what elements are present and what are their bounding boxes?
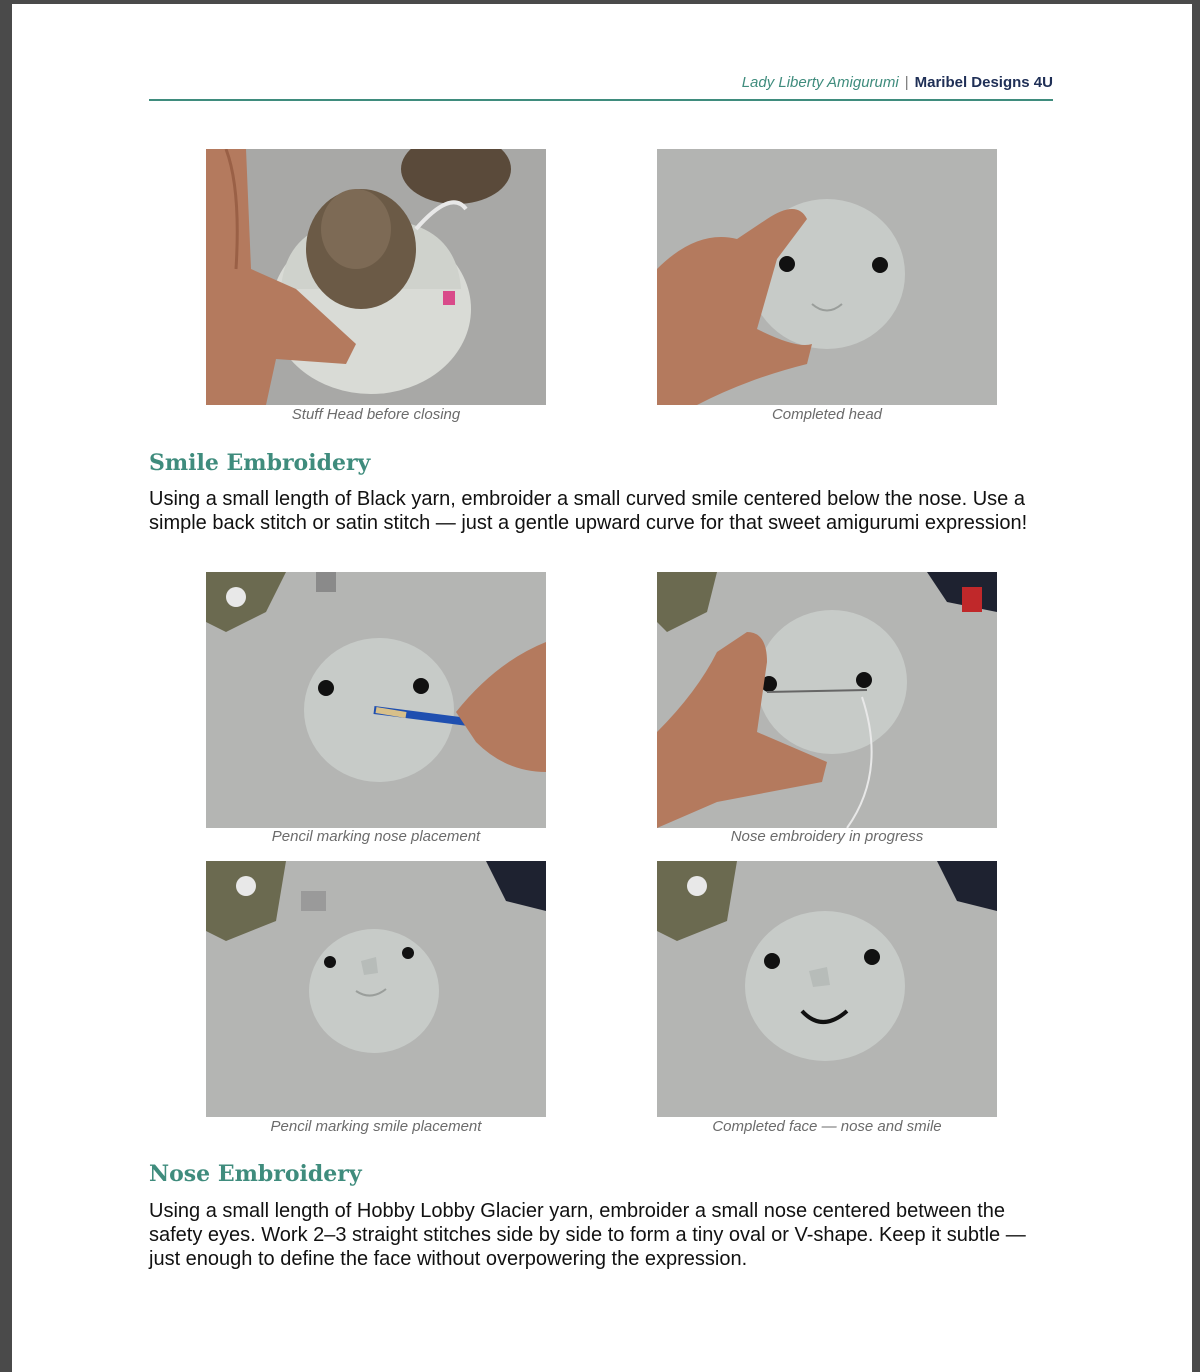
photo-caption: Pencil marking nose placement bbox=[271, 828, 481, 845]
header-separator: | bbox=[904, 74, 909, 91]
photo-caption: Nose embroidery in progress bbox=[730, 828, 924, 845]
section-heading-nose: Nose Embroidery bbox=[149, 1161, 362, 1187]
photo-caption: Pencil marking smile placement bbox=[270, 1118, 482, 1135]
photo-stuff-head bbox=[206, 149, 546, 405]
photo-completed-head bbox=[657, 149, 997, 405]
page-header bbox=[149, 74, 1053, 92]
document-page bbox=[12, 4, 1192, 1372]
photo-nose-embroidery bbox=[657, 572, 997, 828]
photo-pencil-smile bbox=[206, 861, 546, 1117]
photo-pencil-nose bbox=[206, 572, 546, 828]
photo-completed-face bbox=[657, 861, 997, 1117]
section-paragraph-smile: Using a small length of Black yarn, embroider a small curved smile centered below the nose. Use a simple back stitch or satin stitch — just a gentle upward curve for that sweet amigurumi expression! bbox=[149, 488, 1028, 534]
photo-caption: Completed head bbox=[771, 406, 883, 423]
section-heading-smile: Smile Embroidery bbox=[149, 450, 371, 476]
header-brand: Maribel Designs 4U bbox=[914, 74, 1053, 91]
header-title: Lady Liberty Amigurumi bbox=[741, 74, 899, 91]
photo-caption: Stuff Head before closing bbox=[291, 406, 461, 423]
photo-caption: Completed face — nose and smile bbox=[712, 1118, 942, 1135]
header-rule bbox=[149, 99, 1053, 101]
section-paragraph-nose: Using a small length of Hobby Lobby Glacier yarn, embroider a small nose centered between the safety eyes. Work 2–3 straight stitches side by side to form a tiny oval or V-shape. Keep it subtle — just enough to define the face without overpowering the expression. bbox=[149, 1200, 1026, 1270]
